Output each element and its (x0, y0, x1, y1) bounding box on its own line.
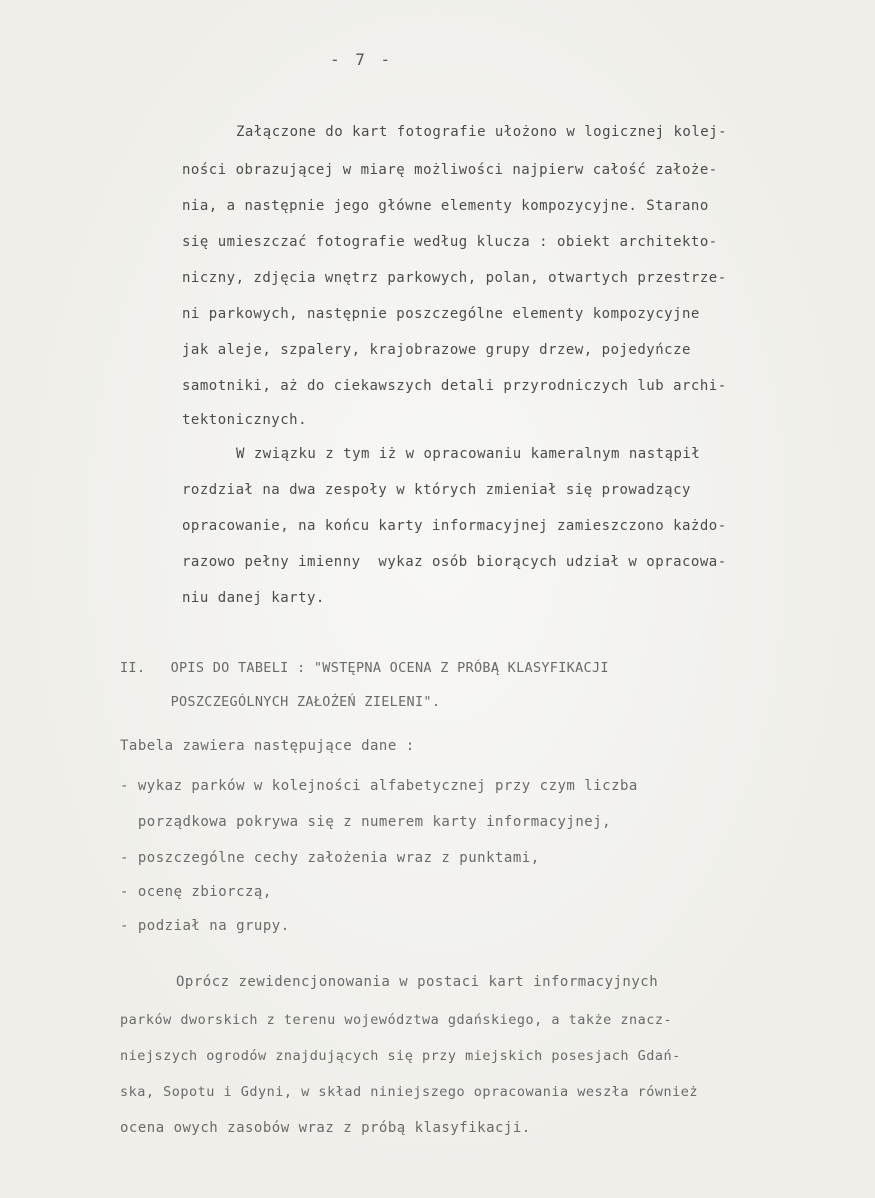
section-heading-line-2: POSZCZEGÓLNYCH ZAŁOŻEŃ ZIELENI". (120, 694, 441, 710)
list-item-1: - wykaz parków w kolejności alfabetycznej przy czym liczba (120, 778, 638, 794)
paragraph1-line-9: tektonicznych. (182, 412, 308, 428)
list-item-1-continued: porządkowa pokrywa się z numerem karty informacyjnej, (120, 814, 612, 830)
paragraph1-line-7: jak aleje, szpalery, krajobrazowe grupy drzew, pojedyńcze (182, 342, 691, 358)
paragraph2-line-1: W związku z tym iż w opracowaniu kameralnym nastąpił (236, 446, 701, 462)
paragraph2-line-2: rozdział na dwa zespoły w których zmieniał się prowadzący (182, 482, 691, 498)
paragraph1-line-8: samotniki, aż do ciekawszych detali przyrodniczych lub archi- (182, 378, 727, 394)
paragraph1-line-5: niczny, zdjęcia wnętrz parkowych, polan, otwartych przestrze- (182, 270, 727, 286)
paragraph1-line-4: się umieszczać fotografie według klucza : obiekt architekto- (182, 234, 718, 250)
paragraph1-line-6: ni parkowych, następnie poszczególne elementy kompozycyjne (182, 306, 700, 322)
page-number: - 7 - (330, 50, 394, 69)
table-intro: Tabela zawiera następujące dane : (120, 738, 415, 754)
paragraph1-line-2: ności obrazującej w miarę możliwości najpierw całość założe- (182, 162, 718, 178)
paragraph3-line-2: parków dworskich z terenu województwa gdańskiego, a także znacz- (120, 1012, 673, 1028)
paragraph2-line-5: niu danej karty. (182, 590, 325, 606)
list-item-2: - poszczególne cechy założenia wraz z punktami, (120, 850, 540, 866)
paragraph1-line-1: Załączone do kart fotografie ułożono w logicznej kolej- (236, 124, 728, 140)
paragraph1-line-3: nia, a następnie jego główne elementy kompozycyjne. Starano (182, 198, 709, 214)
list-item-3: - ocenę zbiorczą, (120, 884, 272, 900)
paragraph3-line-5: ocena owych zasobów wraz z próbą klasyfikacji. (120, 1120, 531, 1136)
list-item-4: - podział na grupy. (120, 918, 290, 934)
paragraph2-line-3: opracowanie, na końcu karty informacyjnej zamieszczono każdo- (182, 518, 727, 534)
section-heading-line-1: II. OPIS DO TABELI : "WSTĘPNA OCENA Z PRÓBĄ KLASYFIKACJI (120, 660, 609, 676)
paragraph3-line-1: Oprócz zewidencjonowania w postaci kart informacyjnych (176, 974, 659, 990)
paragraph3-line-3: niejszych ogrodów znajdujących się przy miejskich posesjach Gdań- (120, 1048, 681, 1064)
paragraph3-line-4: ska, Sopotu i Gdyni, w skład niniejszego opracowania weszła również (120, 1084, 699, 1100)
paragraph2-line-4: razowo pełny imienny wykaz osób biorących udział w opracowa- (182, 554, 727, 570)
